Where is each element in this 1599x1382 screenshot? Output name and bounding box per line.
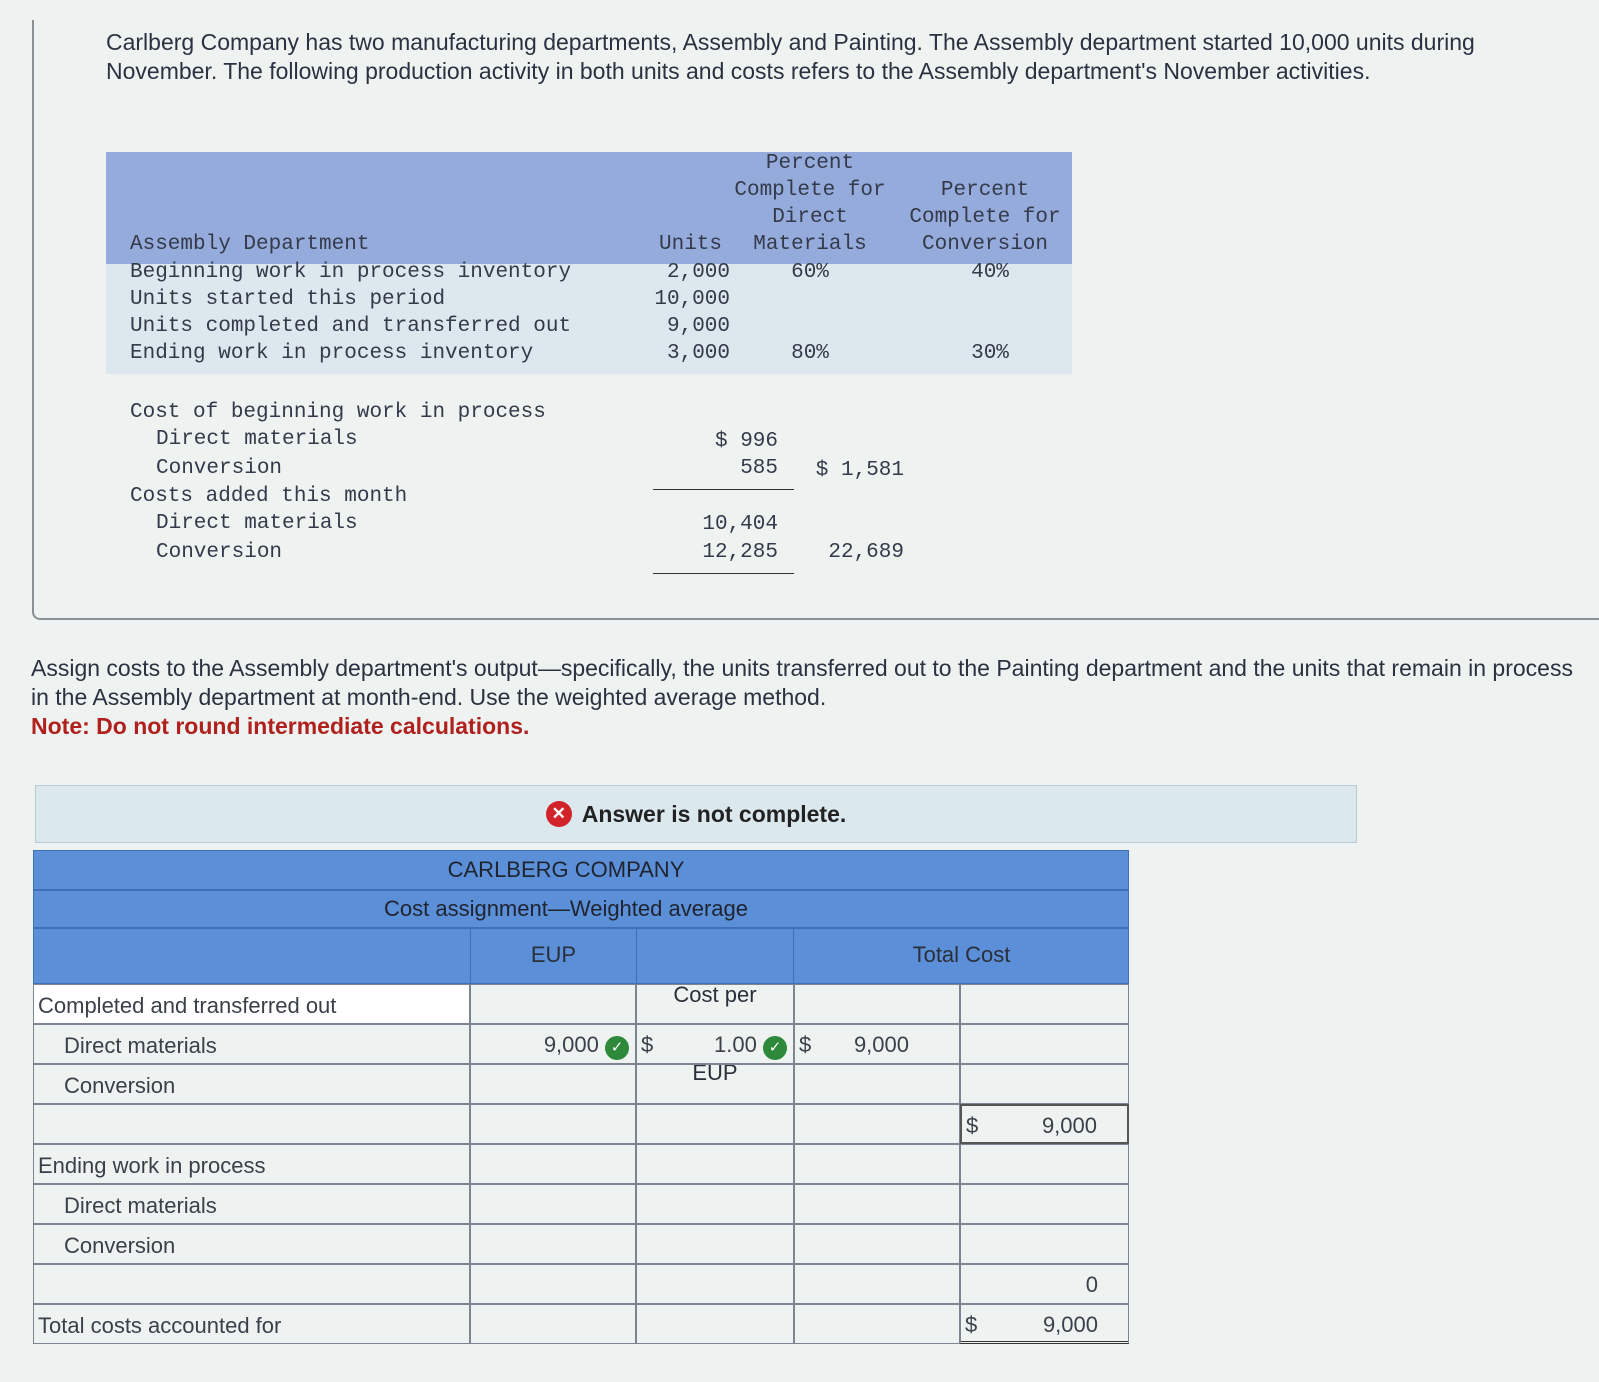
total-cost-per[interactable] (636, 1304, 794, 1344)
completed-subtotal-eup[interactable] (470, 1104, 636, 1144)
completed-dm-cost-per-value: 1.00 (714, 1032, 757, 1057)
ending-conv-label: Conversion (64, 1233, 176, 1258)
header-pct-dm-2: Complete for (734, 179, 886, 202)
completed-subtotal-value: 9,000 (1041, 1113, 1097, 1138)
total-value: 9,000 (1042, 1312, 1098, 1337)
answer-status-text: Answer is not complete. (581, 800, 847, 827)
completed-dm-cost-per-input[interactable] (636, 1024, 794, 1064)
company-title: CARLBERG COMPANY (447, 857, 685, 882)
completed-dm-label-cell (33, 1024, 470, 1064)
ending-cost-per-cell[interactable] (636, 1144, 794, 1184)
ending-eup-cell[interactable] (470, 1144, 636, 1184)
ending-subtotal-label-cell (33, 1264, 470, 1304)
completed-dm-total-dollar: $ (799, 1032, 812, 1057)
row-started-label: Units started this period (130, 288, 446, 311)
col-eup: EUP (470, 928, 636, 984)
ending-conv-label-cell (33, 1224, 470, 1264)
beginning-underline (653, 489, 794, 490)
completed-total-cell[interactable] (794, 984, 960, 1024)
added-conv-label: Conversion (156, 541, 283, 564)
ending-dm-subtotal-cell[interactable] (960, 1184, 1129, 1224)
completed-dm-dollar: $ (641, 1032, 654, 1057)
check-icon: ✓ (605, 1036, 629, 1060)
completed-dm-subtotal-cell[interactable] (960, 1024, 1129, 1064)
completed-dm-label: Direct materials (64, 1033, 217, 1058)
row-beginning-dm: 60% (791, 261, 829, 284)
added-conv-value: 12,285 (702, 541, 778, 564)
ending-subtotal-value: 0 (1085, 1272, 1098, 1297)
row-started-units: 10,000 (654, 288, 730, 311)
completed-label: Completed and transferred out (38, 993, 337, 1018)
row-beginning-conv: 40% (971, 261, 1009, 284)
instruction-text: Assign costs to the Assembly department's output—specifically, the units transferred out to the Painting department and the units that remain in process in the Assembly department at month-end. Use the weighted average method. (31, 655, 1573, 710)
completed-conv-subtotal-cell[interactable] (960, 1064, 1129, 1104)
subtitle-row (33, 890, 1129, 928)
completed-dm-eup-input[interactable] (470, 1024, 636, 1064)
table-subtitle: Cost assignment—Weighted average (383, 896, 748, 921)
completed-subtotal-label-cell (33, 1104, 470, 1144)
row-beginning-label: Beginning work in process inventory (130, 261, 572, 284)
ending-conv-cost-per-input[interactable] (636, 1224, 794, 1264)
ending-dm-eup-input[interactable] (470, 1184, 636, 1224)
completed-dm-eup-value: 9,000 (543, 1032, 599, 1057)
added-cost-label: Costs added this month (130, 485, 408, 508)
note-text: Note: Do not round intermediate calculations. (31, 713, 530, 739)
check-icon: ✓ (763, 1036, 787, 1060)
header-pct-dm-3: Direct (772, 206, 848, 229)
ending-subtotal-eup[interactable] (470, 1264, 636, 1304)
row-completed-label: Units completed and transferred out (130, 315, 572, 338)
total-label: Total costs accounted for (38, 1313, 282, 1338)
beginning-conv-value: 585 (740, 457, 778, 480)
header-pct-dm-1: Percent (765, 152, 855, 175)
header-pct-cv-3: Conversion (921, 233, 1049, 256)
row-completed-units: 9,000 (666, 315, 730, 338)
total-eup[interactable] (470, 1304, 636, 1344)
completed-subtotal-input[interactable] (960, 1104, 1129, 1144)
total-blank[interactable] (794, 1304, 960, 1344)
ending-conv-eup-input[interactable] (470, 1224, 636, 1264)
header-units: Units (658, 233, 722, 256)
ending-subtotal-input[interactable] (960, 1264, 1129, 1304)
completed-subtotal-cost-per[interactable] (636, 1104, 794, 1144)
instruction-block (31, 654, 1591, 741)
completed-cost-per-cell[interactable] (636, 984, 794, 1024)
completed-dm-total-value: 9,000 (853, 1032, 909, 1057)
beginning-dm-label: Direct materials (156, 428, 358, 451)
beginning-total: $ 1,581 (815, 459, 904, 482)
ending-subtotal-blank[interactable] (794, 1264, 960, 1304)
completed-conv-label: Conversion (64, 1073, 176, 1098)
ending-dm-label-cell (33, 1184, 470, 1224)
added-dm-label: Direct materials (156, 512, 358, 535)
company-title-row (33, 850, 1129, 890)
completed-conv-label-cell (33, 1064, 470, 1104)
header-dept-label: Assembly Department (130, 233, 370, 256)
header-pct-dm-4: Materials (753, 233, 867, 256)
total-label-cell (33, 1304, 470, 1344)
intro-text: Carlberg Company has two manufacturing departments, Assembly and Painting. The Assembly department started 10,000 units during November. The following production activity in both units and costs refers to the Assembly department's November activities. (106, 29, 1475, 84)
completed-subtotal-cell[interactable] (960, 984, 1129, 1024)
col-total-cost: Total Cost (912, 942, 1011, 967)
row-ending-conv: 30% (971, 342, 1009, 365)
completed-dm-total-cell[interactable] (794, 1024, 960, 1064)
ending-conv-subtotal-cell[interactable] (960, 1224, 1129, 1264)
ending-subtotal-cost-per[interactable] (636, 1264, 794, 1304)
row-beginning-units: 2,000 (666, 261, 730, 284)
row-ending-dm: 80% (791, 342, 829, 365)
beginning-conv-label: Conversion (156, 457, 283, 480)
row-ending-units: 3,000 (666, 342, 730, 365)
header-pct-cv-2: Complete for (909, 206, 1061, 229)
completed-subtotal-blank[interactable] (794, 1104, 960, 1144)
beginning-dm-value: $ 996 (714, 430, 778, 453)
completed-conv-total-cell[interactable] (794, 1064, 960, 1104)
col-cost-per-eup-line2: EUP (692, 1060, 738, 1085)
completed-conv-eup-input[interactable] (470, 1064, 636, 1104)
header-pct-cv-1: Percent (940, 179, 1030, 202)
total-dollar: $ (965, 1312, 978, 1337)
ending-total-cell[interactable] (794, 1144, 960, 1184)
ending-dm-label: Direct materials (64, 1193, 217, 1218)
added-underline (653, 573, 794, 574)
row-ending-label: Ending work in process inventory (130, 342, 534, 365)
total-input[interactable] (960, 1304, 1129, 1344)
ending-conv-total-input[interactable] (794, 1224, 960, 1264)
ending-dm-cost-per-input[interactable] (636, 1184, 794, 1224)
completed-subtotal-dollar: $ (966, 1113, 979, 1138)
ending-dm-total-input[interactable] (794, 1184, 960, 1224)
added-total: 22,689 (828, 541, 904, 564)
col-cost-per-eup-line1: Cost per (673, 982, 757, 1007)
ending-label-cell (33, 1144, 470, 1184)
added-dm-value: 10,404 (702, 513, 778, 536)
error-x-icon: ✕ (546, 801, 572, 827)
completed-eup-cell[interactable] (470, 984, 636, 1024)
completed-conv-cost-per-input[interactable] (636, 1064, 794, 1104)
ending-label: Ending work in process (38, 1153, 266, 1178)
beginning-cost-label: Cost of beginning work in process (130, 401, 546, 424)
completed-label-cell (33, 984, 470, 1024)
ending-subtotal-cell[interactable] (960, 1144, 1129, 1184)
answer-status-bar (35, 785, 1357, 843)
